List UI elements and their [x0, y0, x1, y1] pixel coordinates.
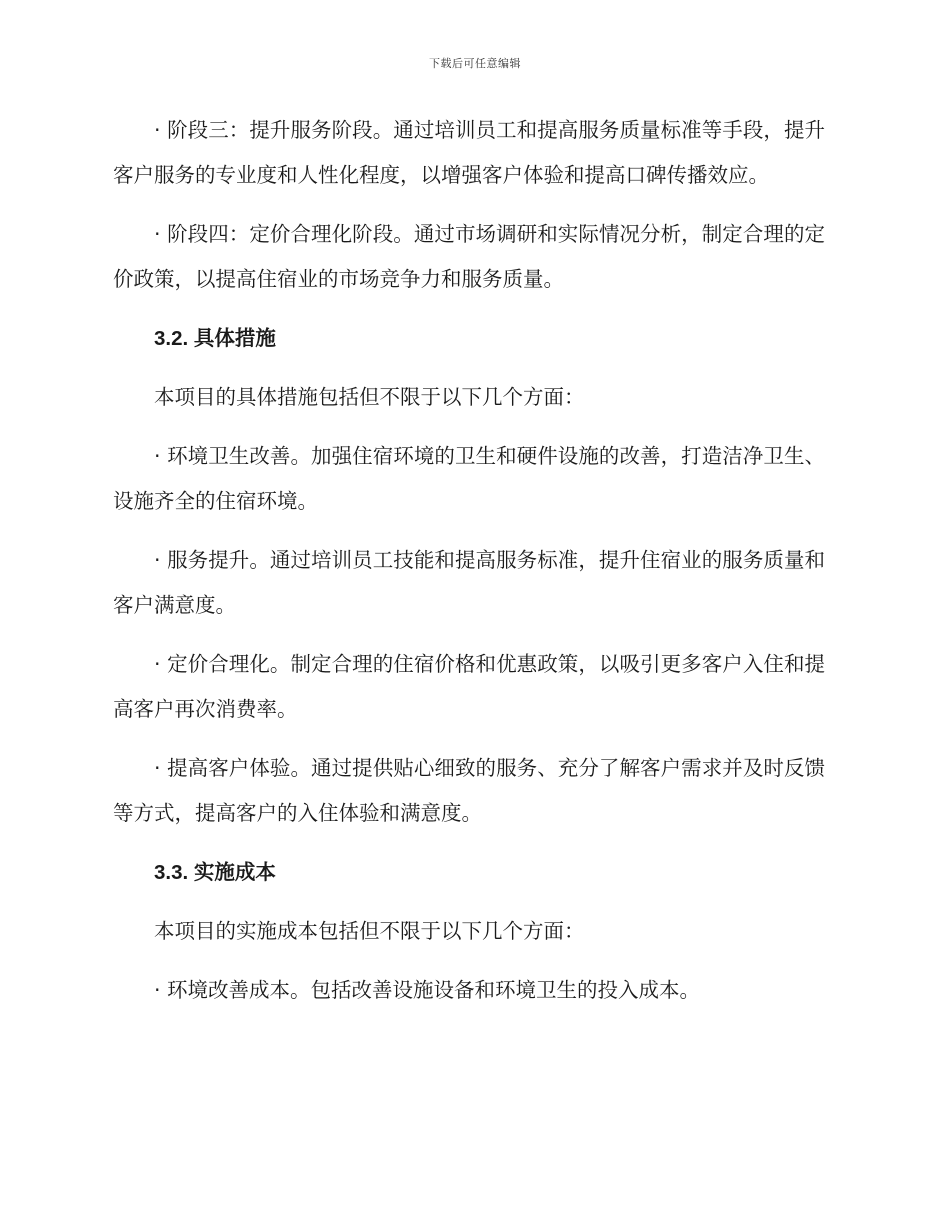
section-heading-3-3: 3.3. 实施成本 — [154, 861, 276, 884]
paragraph-environment-cost: · 环境改善成本。包括改善设施设备和环境卫生的投入成本。 — [154, 978, 701, 1002]
paragraph-stage-three: · 阶段三：提升服务阶段。通过培训员工和提高服务质量标准等手段，提升客户服务的专业度和人性化程度，以增强客户体验和提高口碑传播效应。 — [113, 118, 825, 187]
paragraph-stage-four: · 阶段四：定价合理化阶段。通过市场调研和实际情况分析，制定合理的定价政策，以提高住宿业的市场竞争力和服务质量。 — [113, 222, 825, 291]
paragraph-pricing-rationalization: · 定价合理化。制定合理的住宿价格和优惠政策，以吸引更多客户入住和提高客户再次消费率。 — [113, 652, 825, 721]
page-header-note: 下载后可任意编辑 — [429, 57, 521, 70]
paragraph-costs-intro: 本项目的实施成本包括但不限于以下几个方面： — [154, 919, 585, 943]
paragraph-measures-intro: 本项目的具体措施包括但不限于以下几个方面： — [154, 385, 585, 409]
paragraph-environment-improvement: · 环境卫生改善。加强住宿环境的卫生和硬件设施的改善，打造洁净卫生、设施齐全的住宿环境。 — [113, 444, 825, 513]
document-body — [113, 108, 825, 1027]
paragraph-service-improvement: · 服务提升。通过培训员工技能和提高服务标准，提升住宿业的服务质量和客户满意度。 — [113, 548, 825, 617]
section-heading-3-2: 3.2. 具体措施 — [154, 327, 276, 350]
paragraph-customer-experience: · 提高客户体验。通过提供贴心细致的服务、充分了解客户需求并及时反馈等方式，提高客户的入住体验和满意度。 — [113, 756, 825, 825]
